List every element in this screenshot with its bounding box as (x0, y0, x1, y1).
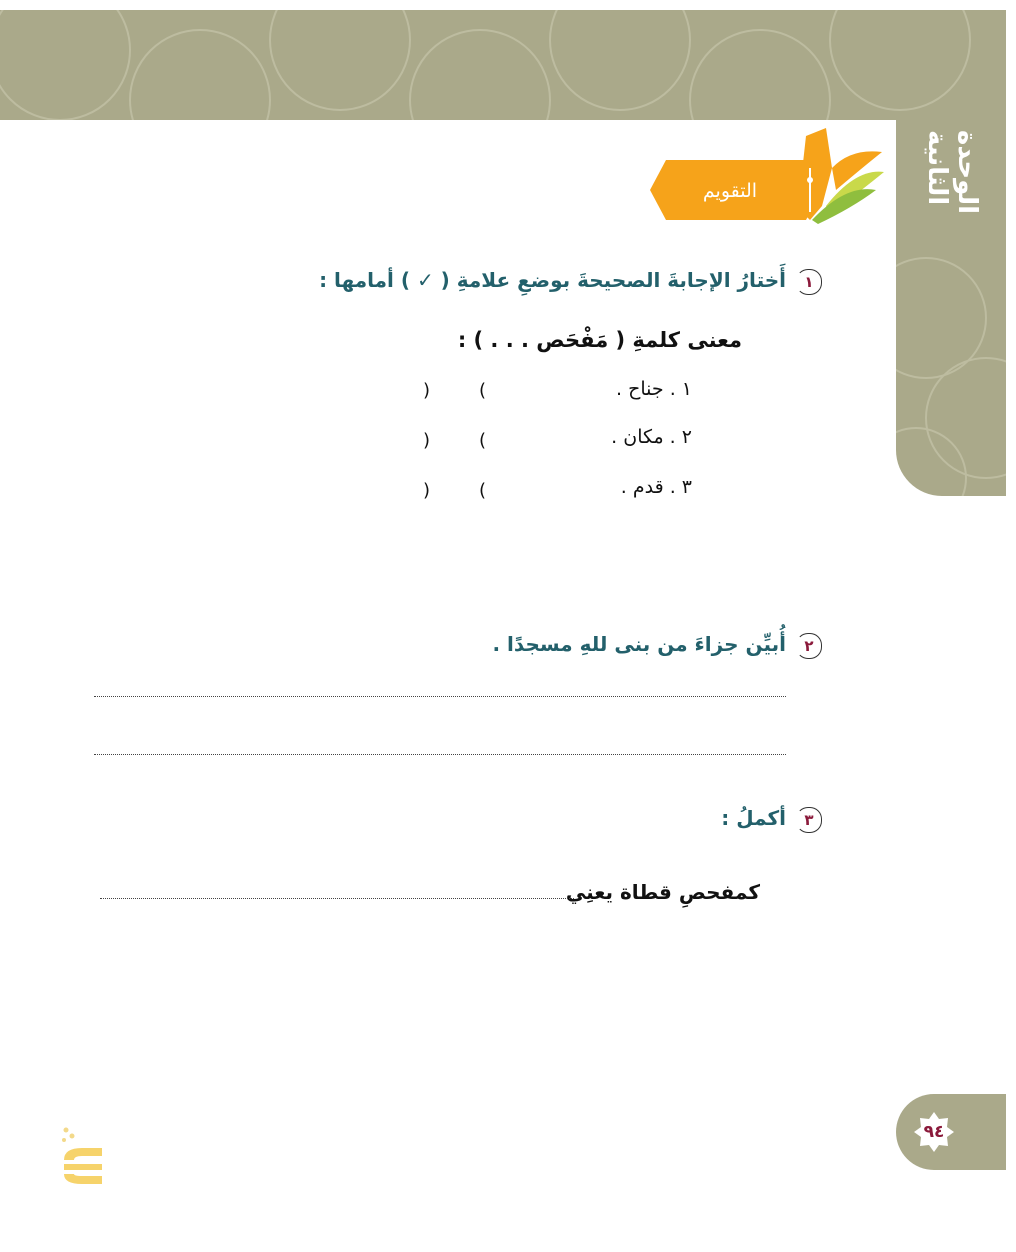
completion-sentence: كمفحصِ قطاة يعنِي (565, 880, 760, 904)
answer-paren-open: ( (479, 430, 487, 451)
option-label: ٢ . مكان . (611, 426, 692, 448)
answer-box[interactable] (432, 482, 476, 504)
question-number-badge: ٣ (796, 807, 822, 833)
answer-paren-close: ) (423, 430, 431, 451)
question-2 (493, 632, 823, 659)
question-3 (721, 806, 822, 833)
option-label: ٣ . قدم . (620, 476, 692, 498)
answer-box[interactable] (432, 382, 476, 404)
question-number-badge: ٢ (796, 633, 822, 659)
question-text: أُبيِّن جزاءَ من بنى للهِ مسجدًا . (492, 632, 786, 656)
answer-line[interactable] (100, 898, 574, 899)
option-label: ١ . جناح . (616, 378, 692, 400)
header-band (0, 10, 1006, 120)
question-text: أَختارُ الإجابةَ الصحيحةَ بوضعِ علامةِ ( ✓ ) أمامها : (319, 268, 786, 292)
page-number: ٩٤ (923, 1122, 945, 1142)
question-1 (319, 268, 822, 295)
answer-paren-open: ( (479, 380, 487, 401)
answer-line[interactable] (94, 754, 786, 755)
answer-paren-close: ) (423, 480, 431, 501)
question-prompt: معنى كلمةِ ( مَفْحَص . . . ) : (457, 328, 742, 352)
unit-title: الوحدة الثانية (922, 130, 982, 215)
answer-paren-open: ( (479, 480, 487, 501)
answer-box[interactable] (432, 432, 476, 454)
answer-paren-close: ) (423, 380, 431, 401)
pattern-decoration (0, 10, 1006, 120)
banner-label: التقويم (702, 180, 758, 202)
publisher-logo-icon (58, 1124, 108, 1188)
question-text: أكملُ : (721, 806, 786, 830)
question-number-badge: ١ (796, 269, 822, 295)
answer-line[interactable] (94, 696, 786, 697)
